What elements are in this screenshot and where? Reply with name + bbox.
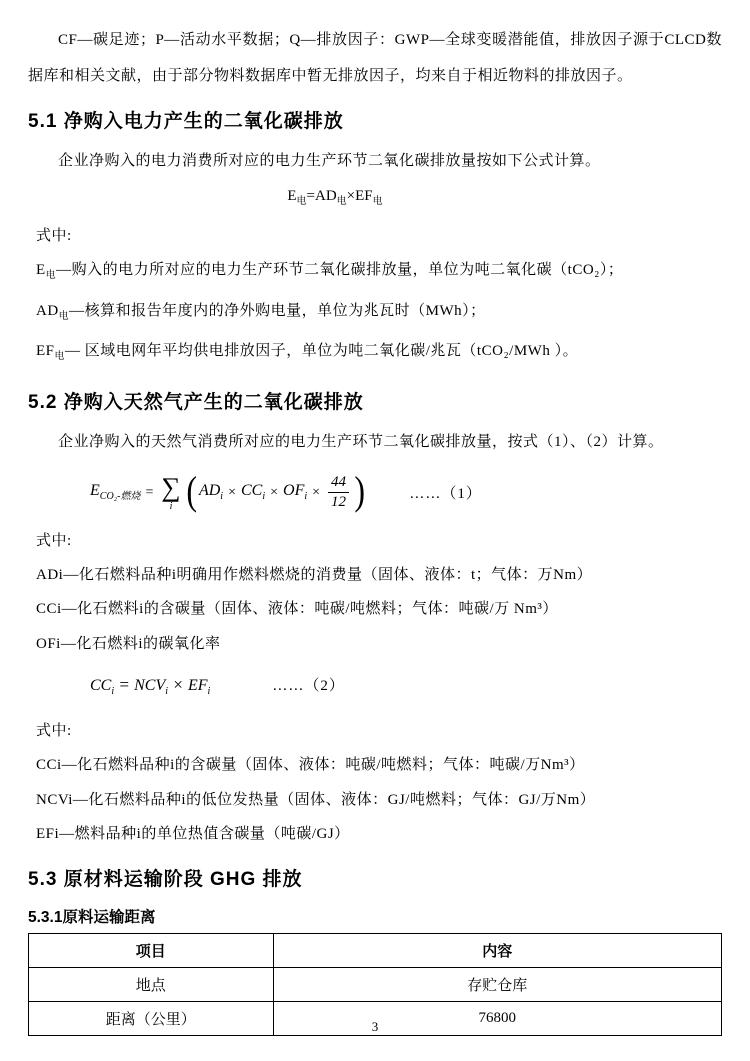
def-text: — 区域电网年平均供电排放因子，单位为吨二氧化碳/兆瓦（tCO₂/MWh ）。	[65, 343, 579, 359]
fraction-denominator: 12	[331, 494, 347, 510]
def-text: —购入的电力所对应的电力生产环节二氧化碳排放量，单位为吨二氧化碳（tCO₂）；	[56, 262, 624, 278]
formula-electricity	[28, 179, 642, 219]
formula-cc-ncv	[90, 669, 722, 708]
left-paren: (	[185, 467, 197, 513]
formula2-equals: =	[114, 675, 135, 694]
def-sub: 电	[45, 270, 57, 281]
sigma-symbol: ∑	[161, 471, 181, 502]
where-label-5-1: 式中:	[36, 228, 72, 244]
table-header-item: 项目	[29, 933, 274, 967]
def-base: EF	[36, 343, 55, 359]
def-base: E	[36, 262, 46, 278]
definition-ncvi: NCVi—化石燃料品种i的低位发热量（固体、液体：GJ/吨燃料；气体：GJ/万Nm）	[36, 791, 596, 808]
section-5-1-intro: 企业净购入的电力消费所对应的电力生产环节二氧化碳排放量按如下公式计算。	[58, 153, 601, 169]
definition-cci: CCi—化石燃料i的含碳量（固体、液体：吨碳/吨燃料；气体：吨碳/万 Nm³）	[36, 601, 558, 617]
definition-efi: EFi—燃料品种i的单位热值含碳量（吨碳/GJ）	[36, 826, 350, 843]
page-number: 3	[371, 1019, 379, 1034]
def-sub: 电	[54, 351, 66, 362]
table-row	[29, 967, 722, 1001]
section-5-3-heading: 5.3 原材料运输阶段 GHG 排放	[28, 868, 303, 890]
sigma-index: i	[169, 500, 173, 512]
where-label-5-2a: 式中:	[36, 532, 72, 549]
formula2-cc: $CC_i$	[90, 677, 115, 698]
def-base: AD	[36, 302, 59, 319]
table-cell-location-value: 存贮仓库	[273, 967, 721, 1001]
formula1-of: $OF_i$	[283, 482, 308, 503]
fraction-numerator: 44	[328, 474, 349, 493]
formula1-cc: $CC_i$	[240, 482, 266, 503]
definition-ef-elec	[28, 334, 722, 375]
formula-elec-e: E	[287, 188, 297, 204]
formula-elec-equals: =	[306, 188, 315, 204]
equation-2-label: ……（2）	[272, 678, 345, 694]
formula-elec-ef: EF	[355, 188, 373, 204]
definition-ad-elec	[28, 294, 722, 335]
sigma-operator	[161, 471, 181, 512]
def-sub: 电	[58, 310, 70, 322]
definition-adi: ADi—化石燃料品种i明确用作燃料燃烧的消费量（固体、液体：t；气体：万Nm）	[36, 566, 593, 583]
table-cell-location-label: 地点	[29, 967, 274, 1001]
formula-elec-ad-sub: 电	[336, 196, 347, 207]
section-5-2-intro: 企业净购入的天然气消费所对应的电力生产环节二氧化碳排放量，按式（1）、（2）计算。	[58, 433, 664, 450]
formula1-equals: =	[145, 484, 154, 500]
section-5-2-heading: 5.2 净购入天然气产生的二氧化碳排放	[28, 391, 364, 413]
section-5-3-1-heading: 5.3.1原料运输距离	[28, 908, 156, 926]
formula2-ncv: $NCV_i$	[134, 677, 169, 698]
formula-elec-times: ×	[346, 188, 356, 204]
formula-elec-ef-sub: 电	[372, 196, 383, 207]
formula2-times: ×	[168, 675, 188, 694]
table-header-content: 内容	[273, 933, 721, 967]
table-cell-distance-label: 距离（公里）	[29, 1001, 274, 1035]
section-5-1-heading: 5.1 净购入电力产生的二氧化碳排放	[28, 111, 344, 132]
definition-cci-2: CCi—化石燃料品种i的含碳量（固体、液体：吨碳/吨燃料；气体：吨碳/万Nm³）	[36, 757, 585, 774]
formula1-times1: ×	[228, 484, 236, 500]
formula-elec-e-sub: 电	[296, 196, 307, 207]
equation-1-label: ……（1）	[409, 486, 482, 502]
right-paren: )	[354, 467, 366, 513]
intro-paragraph: CF—碳足迹；P—活动水平数据；Q—排放因子：GWP—全球变暖潜能值，排放因子源于CLCD数据库和相关文献，由于部分物料数据库中暂无排放因子，均来自于相近物料的排放因子。	[28, 32, 722, 84]
table-header-row	[29, 933, 722, 967]
definition-e-elec	[28, 253, 722, 294]
fraction-44-12	[328, 474, 349, 512]
def-text: —核算和报告年度内的净外购电量，单位为兆瓦时（MWh）；	[69, 302, 486, 319]
formula1-times2: ×	[270, 484, 279, 500]
where-label-5-2b: 式中:	[36, 723, 72, 740]
formula-co2-combustion	[90, 466, 722, 520]
formula1-times3: ×	[312, 484, 321, 500]
formula2-ef: $EF_i$	[188, 677, 211, 698]
formula-elec-ad: AD	[314, 188, 337, 204]
formula1-e: $E_{CO_2-燃烧}$	[90, 482, 141, 503]
formula1-ad: $AD_i$	[198, 482, 224, 503]
definition-ofi: OFi—化石燃料i的碳氧化率	[36, 635, 221, 652]
table-cell-distance-value: 76800	[273, 1001, 721, 1035]
